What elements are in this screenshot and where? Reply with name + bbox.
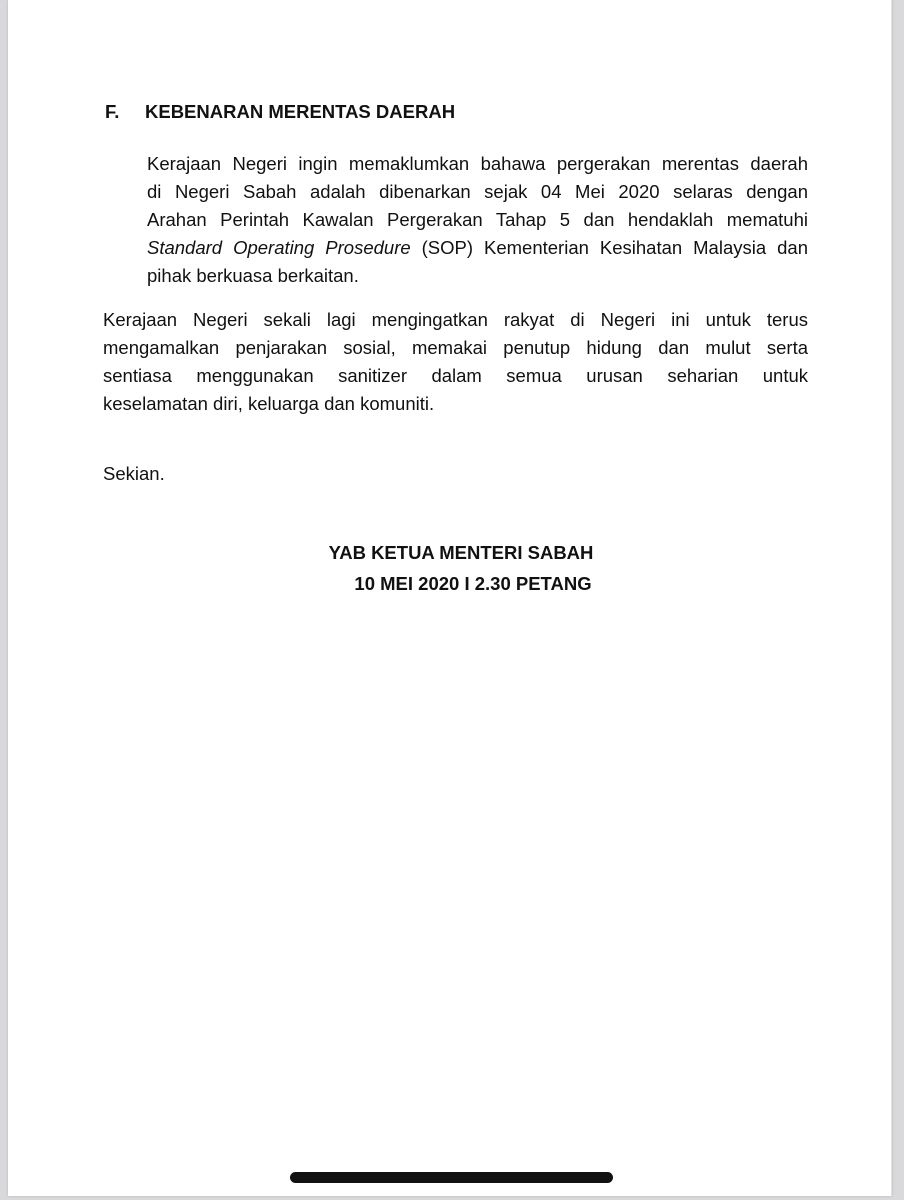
paragraph-line: keselamatan diri, keluarga dan komuniti. bbox=[103, 393, 435, 414]
section-letter: F. bbox=[105, 101, 120, 122]
paragraph-line bbox=[147, 234, 808, 262]
section-heading bbox=[105, 101, 455, 123]
paragraph-line: sentiasa menggunakan sanitizer dalam semua urusan seharian untuk bbox=[103, 365, 808, 386]
paragraph-line: Kerajaan Negeri sekali lagi mengingatkan rakyat di Negeri ini untuk terus bbox=[103, 309, 808, 330]
paragraph-line: di Negeri Sabah adalah dibenarkan sejak 04 Mei 2020 selaras dengan bbox=[147, 181, 808, 202]
paragraph-line: mengamalkan penjarakan sosial, memakai penutup hidung dan mulut serta bbox=[103, 337, 808, 358]
paragraph-cross-district-permission bbox=[147, 150, 808, 290]
section-title: KEBENARAN MERENTAS DAERAH bbox=[145, 101, 456, 122]
paragraph-line: pihak berkuasa berkaitan. bbox=[147, 265, 359, 286]
paragraph-line: Arahan Perintah Kawalan Pergerakan Tahap 5 dan hendaklah mematuhi bbox=[147, 209, 808, 230]
paragraph-reminder bbox=[103, 306, 808, 418]
home-indicator-bar[interactable] bbox=[290, 1172, 613, 1183]
document-page bbox=[8, 0, 892, 1196]
signature-title: YAB KETUA MENTERI SABAH bbox=[328, 542, 594, 563]
sop-line-rest: (SOP) Kementerian Kesihatan Malaysia dan bbox=[410, 237, 808, 258]
closing-text: Sekian. bbox=[103, 463, 165, 484]
signature-datetime: 10 MEI 2020 I 2.30 PETANG bbox=[354, 573, 592, 594]
sop-italic-term: Standard Operating Prosedure bbox=[147, 237, 411, 258]
paragraph-line: Kerajaan Negeri ingin memaklumkan bahawa pergerakan merentas daerah bbox=[147, 153, 808, 174]
